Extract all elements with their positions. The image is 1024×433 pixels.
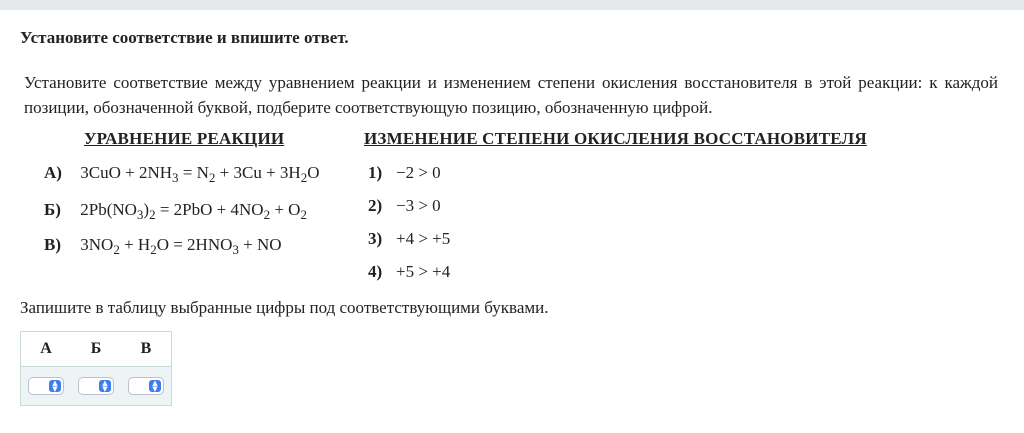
- task-heading: Установите соответствие и впишите ответ.: [20, 28, 349, 47]
- top-bar: [0, 0, 1024, 10]
- answer-select-b[interactable]: [78, 377, 114, 395]
- column-header-oxidation-changes: ИЗМЕНЕНИЕ СТЕПЕНИ ОКИСЛЕНИЯ ВОССТАНОВИТЕЛЯ: [364, 129, 867, 148]
- answer-table: [20, 331, 172, 406]
- change-option-2: [368, 196, 441, 216]
- change-text: +5 > +4: [396, 262, 451, 281]
- reaction-equation: $3CuO + 2NH_3 = N_2 + 3Cu + 3H_2O$: [80, 163, 320, 185]
- reaction-label: А): [44, 163, 62, 182]
- answer-cell-c: [121, 367, 172, 406]
- change-text: −2 > 0: [396, 163, 441, 182]
- change-option-1: [368, 163, 441, 183]
- answer-header-c: В: [121, 332, 172, 367]
- answer-cell-a: [21, 367, 72, 406]
- change-text: −3 > 0: [396, 196, 441, 215]
- reaction-row-b: [44, 200, 307, 220]
- reaction-label: Б): [44, 200, 61, 219]
- change-option-4: [368, 262, 450, 282]
- answer-header-b: Б: [71, 332, 121, 367]
- answer-cell-b: [71, 367, 121, 406]
- answer-select-a[interactable]: [28, 377, 64, 395]
- reaction-label: В): [44, 235, 61, 254]
- change-text: +4 > +5: [396, 229, 451, 248]
- change-label: 3): [368, 229, 383, 248]
- reaction-row-c: [44, 235, 282, 255]
- change-option-3: [368, 229, 450, 249]
- answer-instructions: Запишите в таблицу выбранные цифры под соответствующими буквами.: [20, 298, 549, 317]
- change-label: 1): [368, 163, 383, 182]
- up-down-chevron-icon: ▲ ▼: [99, 380, 111, 392]
- up-down-chevron-icon: ▲ ▼: [49, 380, 61, 392]
- answer-header-a: А: [21, 332, 72, 367]
- up-down-chevron-icon: ▲ ▼: [149, 380, 161, 392]
- column-header-reactions: УРАВНЕНИЕ РЕАКЦИИ: [84, 129, 285, 148]
- reaction-equation: $3NO_2 + H_2O = 2HNO_3$ + NO: [80, 235, 282, 257]
- change-label: 4): [368, 262, 383, 281]
- reaction-equation: $2Pb(NO_3)_2 = 2PbO + 4NO_2 + O_2$: [80, 200, 307, 222]
- task-instructions: Установите соответствие между уравнением реакции и изменением степени окисления восстановителя в этой реакции: к каждой позиции, обозначенной буквой, подберите соответствующую позицию, обозначенную цифрой.: [24, 73, 998, 117]
- reaction-row-a: [44, 163, 319, 183]
- answer-select-c[interactable]: [128, 377, 164, 395]
- change-label: 2): [368, 196, 383, 215]
